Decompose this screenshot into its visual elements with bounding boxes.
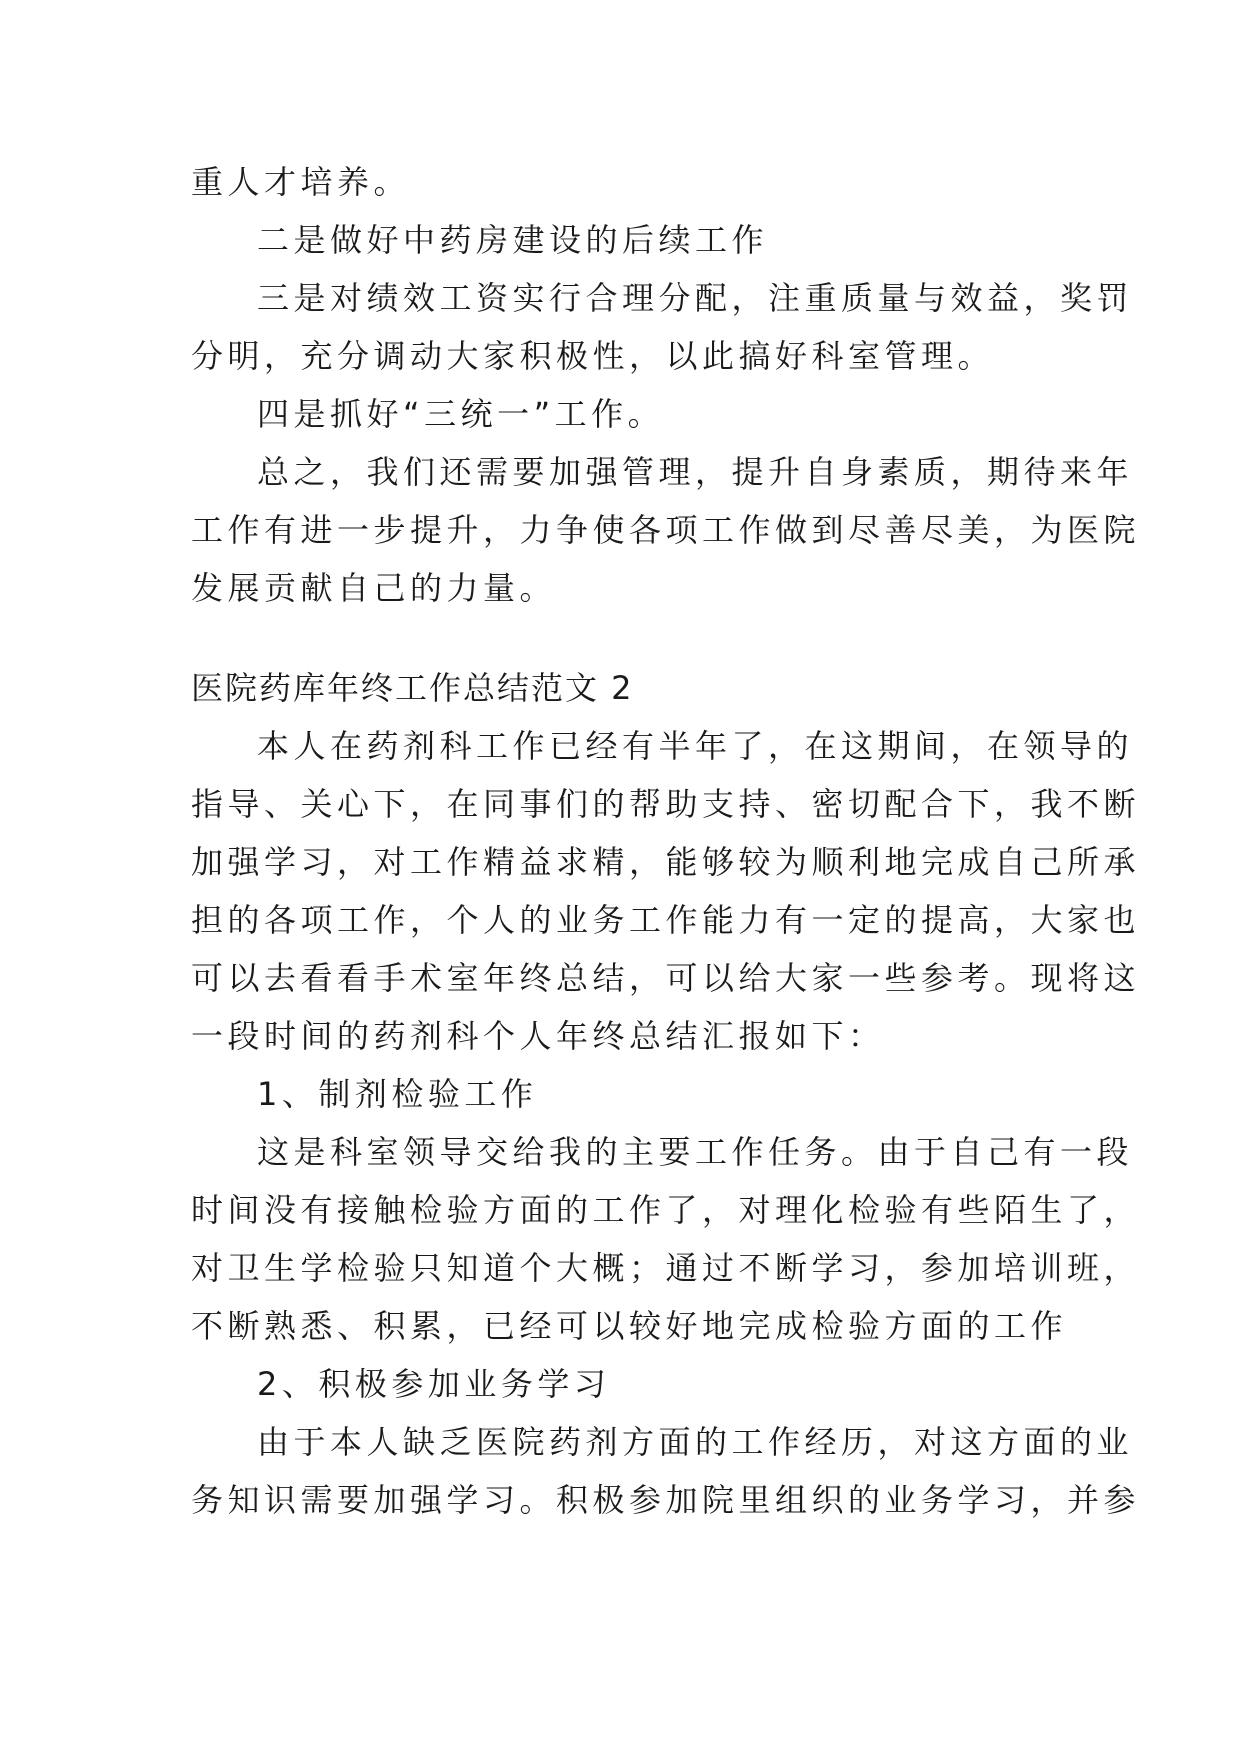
list-heading: 1、制剂检验工作 [257, 1075, 538, 1113]
paragraph-line: 不断熟悉、积累，已经可以较好地完成检验方面的工作 [191, 1307, 1068, 1345]
paragraph-line: 分明，充分调动大家积极性，以此搞好科室管理。 [191, 337, 995, 375]
paragraph-line: 总之，我们还需要加强管理，提升自身素质，期待来年 [257, 453, 1134, 491]
paragraph-line: 三是对绩效工资实行合理分配，注重质量与效益，奖罚 [257, 279, 1134, 317]
paragraph-line: 可以去看看手术室年终总结，可以给大家一些参考。现将这 [191, 959, 1141, 997]
paragraph-line: 由于本人缺乏医院药剂方面的工作经历，对这方面的业 [257, 1423, 1134, 1461]
paragraph-line: 发展贡献自己的力量。 [191, 569, 557, 607]
section-2 [191, 659, 1141, 1529]
paragraph-line: 时间没有接触检验方面的工作了，对理化检验有些陌生了， [191, 1191, 1141, 1229]
list-heading: 2、积极参加业务学习 [257, 1365, 611, 1403]
paragraph-line: 对卫生学检验只知道个大概；通过不断学习，参加培训班， [191, 1249, 1141, 1287]
paragraph-line: 一段时间的药剂科个人年终总结汇报如下： [191, 1017, 885, 1055]
paragraph-line: 务知识需要加强学习。积极参加院里组织的业务学习，并参 [191, 1481, 1141, 1519]
paragraph-line: 指导、关心下，在同事们的帮助支持、密切配合下，我不断 [191, 785, 1141, 823]
paragraph-line: 本人在药剂科工作已经有半年了，在这期间，在领导的 [257, 727, 1134, 765]
paragraph-line: 重人才培养。 [191, 163, 411, 201]
section-heading: 医院药库年终工作总结范文 2 [191, 669, 634, 707]
paragraph-line: 加强学习，对工作精益求精，能够较为顺利地完成自己所承 [191, 843, 1141, 881]
paragraph-line: 二是做好中药房建设的后续工作 [257, 221, 769, 259]
paragraph-line: 工作有进一步提升，力争使各项工作做到尽善尽美，为医院 [191, 511, 1141, 549]
paragraph-line: 担的各项工作，个人的业务工作能力有一定的提高，大家也 [191, 901, 1141, 939]
paragraph-line: 这是科室领导交给我的主要工作任务。由于自己有一段 [257, 1133, 1134, 1171]
paragraph-line: 四是抓好“三统一”工作。 [257, 395, 665, 433]
section-1 [191, 153, 1141, 617]
